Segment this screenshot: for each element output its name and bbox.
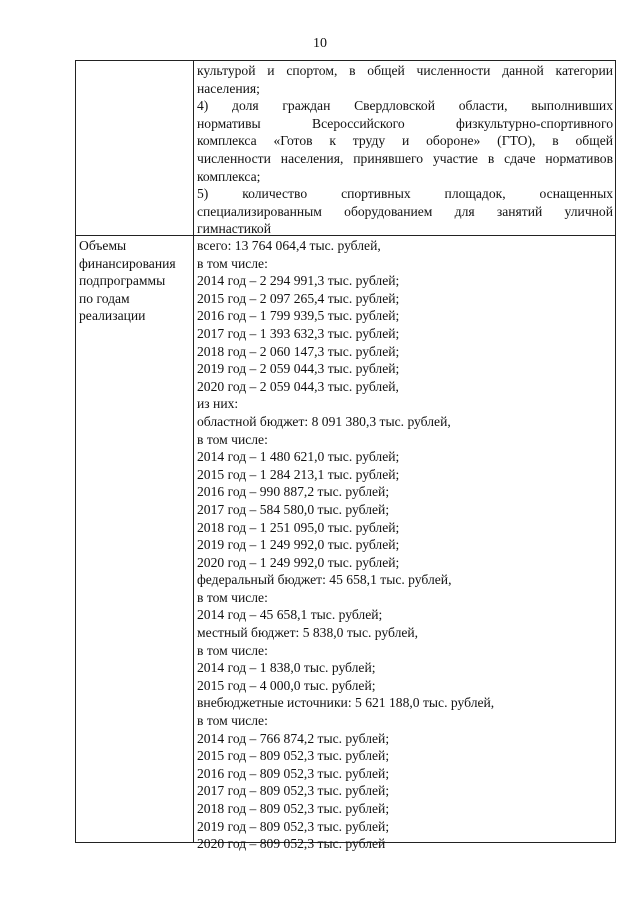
funding-line: федеральный бюджет: 45 658,1 тыс. рублей,: [197, 572, 452, 588]
funding-line: 2015 год – 809 052,3 тыс. рублей;: [197, 748, 390, 764]
funding-line: 2018 год – 2 060 147,3 тыс. рублей;: [197, 343, 400, 359]
funding-line: 2015 год – 4 000,0 тыс. рублей;: [197, 677, 376, 693]
funding-line: 2016 год – 1 799 939,5 тыс. рублей;: [197, 308, 400, 324]
indicators-text-cell: [197, 62, 613, 238]
text-line: численности населения, принявшего участие в сдаче нормативов: [197, 150, 613, 166]
funding-row: [76, 236, 615, 852]
label-line: подпрограммы: [79, 273, 166, 289]
label-line: реализации: [79, 308, 146, 324]
label-line: по годам: [79, 290, 130, 306]
text-line: культурой и спортом, в общей численности данной категории: [197, 63, 613, 78]
funding-line: местный бюджет: 5 838,0 тыс. рублей,: [197, 625, 419, 641]
text-line: нормативы Всероссийского физкультурно-спортивного: [197, 115, 613, 131]
funding-line: 2018 год – 1 251 095,0 тыс. рублей;: [197, 519, 400, 535]
text-line: комплекса «Готов к труду и обороне» (ГТО), в общей: [197, 133, 613, 149]
funding-text-cell: [197, 237, 613, 853]
text-line: гимнастикой: [197, 221, 271, 237]
funding-line: 2019 год – 2 059 044,3 тыс. рублей;: [197, 361, 400, 377]
passport-table: [75, 60, 616, 852]
funding-line: в том числе:: [197, 642, 268, 658]
funding-line: 2016 год – 990 887,2 тыс. рублей;: [197, 484, 390, 500]
funding-line: всего: 13 764 064,4 тыс. рублей,: [197, 238, 381, 253]
funding-line: 2019 год – 1 249 992,0 тыс. рублей;: [197, 537, 400, 553]
funding-line: из них:: [197, 396, 239, 412]
text-line: 4) доля граждан Свердловской области, выполнивших: [197, 98, 613, 114]
funding-line: 2015 год – 2 097 265,4 тыс. рублей;: [197, 290, 400, 306]
column-divider: [193, 236, 194, 842]
funding-line: 2017 год – 584 580,0 тыс. рублей;: [197, 501, 390, 517]
funding-line: 2020 год – 809 052,3 тыс. рублей: [197, 836, 386, 852]
funding-line: 2019 год – 809 052,3 тыс. рублей;: [197, 818, 390, 834]
text-line: специализированным оборудованием для занятий уличной: [197, 203, 613, 219]
label-line: финансирования: [79, 255, 176, 271]
text-line: комплекса;: [197, 168, 261, 184]
funding-line: 2014 год – 766 874,2 тыс. рублей;: [197, 730, 390, 746]
funding-line: 2020 год – 2 059 044,3 тыс. рублей,: [197, 378, 399, 394]
funding-line: 2017 год – 809 052,3 тыс. рублей;: [197, 783, 390, 799]
page-number: 10: [313, 36, 327, 51]
column-divider: [193, 61, 194, 235]
funding-line: 2014 год – 1 480 621,0 тыс. рублей;: [197, 449, 400, 465]
funding-line: 2017 год – 1 393 632,3 тыс. рублей;: [197, 325, 400, 341]
funding-line: 2018 год – 809 052,3 тыс. рублей;: [197, 801, 390, 816]
funding-line: областной бюджет: 8 091 380,3 тыс. рублей,: [197, 413, 451, 429]
funding-line: 2014 год – 45 658,1 тыс. рублей;: [197, 607, 383, 623]
funding-line: в том числе:: [197, 713, 268, 729]
text-line: 5) количество спортивных площадок, оснащенных: [197, 186, 613, 202]
funding-line: 2020 год – 1 249 992,0 тыс. рублей;: [197, 554, 400, 570]
funding-line: внебюджетные источники: 5 621 188,0 тыс. рублей,: [197, 695, 495, 711]
funding-line: 2016 год – 809 052,3 тыс. рублей;: [197, 765, 390, 781]
indicators-row: [76, 61, 615, 236]
label-line: Объемы: [79, 238, 127, 253]
funding-line: 2014 год – 1 838,0 тыс. рублей;: [197, 660, 376, 676]
funding-line: в том числе:: [197, 431, 268, 447]
funding-line: 2014 год – 2 294 991,3 тыс. рублей;: [197, 273, 400, 289]
funding-line: 2015 год – 1 284 213,1 тыс. рублей;: [197, 466, 400, 482]
funding-label-cell: [79, 237, 191, 325]
text-line: населения;: [197, 80, 260, 96]
funding-line: в том числе:: [197, 589, 268, 605]
funding-line: в том числе:: [197, 255, 268, 271]
